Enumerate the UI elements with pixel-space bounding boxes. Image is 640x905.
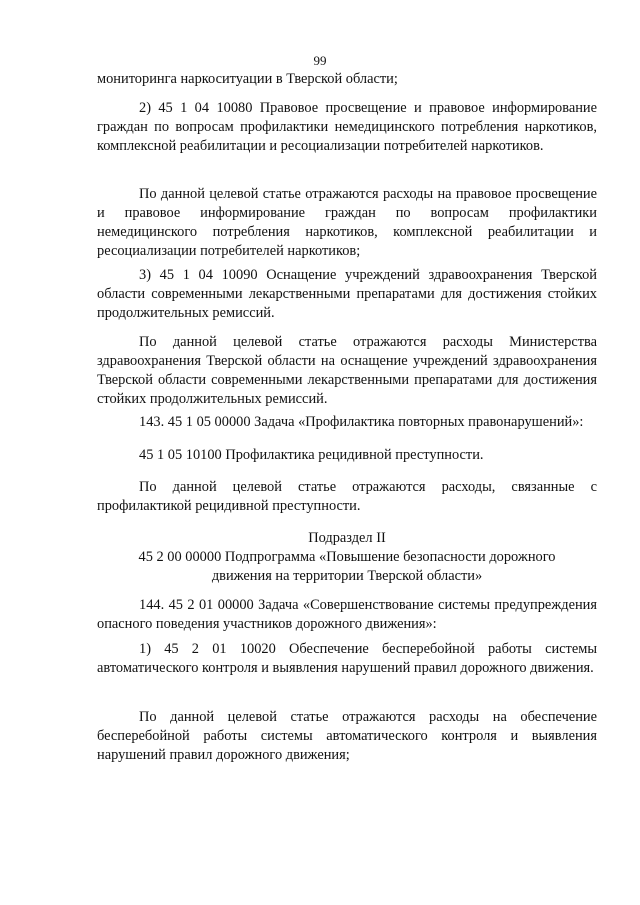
subsection-title-line-2: движения на территории Тверской области» bbox=[211, 568, 483, 584]
paragraph-expenses-ministry: По данной целевой статье отражаются расходы Министерства здравоохранения Тверской области на оснащение учреждений здравоохранения Тверской области современными лекарственными препаратами для достижения стойких продолжительных ремиссий. bbox=[97, 334, 597, 407]
subsection-heading: Подраздел II bbox=[308, 530, 386, 546]
paragraph-item-2: 2) 45 1 04 10080 Правовое просвещение и правовое информирование граждан по вопросам профилактики немедицинского потребления наркотиков, комплексной реабилитации и ресоциализации потребителей наркотиков. bbox=[97, 100, 597, 154]
subsection-title-line-1: 45 2 00 00000 Подпрограмма «Повышение безопасности дорожного bbox=[138, 549, 556, 565]
paragraph-expenses-traffic: По данной целевой статье отражаются расходы на обеспечение бесперебойной работы системы автоматического контроля и выявления нарушений правил дорожного движения; bbox=[97, 709, 597, 763]
paragraph-expenses-legal-education: По данной целевой статье отражаются расходы на правовое просвещение и правовое информирование граждан по вопросам профилактики немедицинского потребления наркотиков, комплексной реабилитации и ресоциализации потребителей наркотиков; bbox=[97, 186, 597, 259]
paragraph-item-1: 1) 45 2 01 10020 Обеспечение бесперебойной работы системы автоматического контроля и выявления нарушений правил дорожного движения. bbox=[97, 641, 597, 676]
page-number: 99 bbox=[313, 53, 327, 68]
paragraph-task-144: 144. 45 2 01 00000 Задача «Совершенствование системы предупреждения опасного поведения участников дорожного движения»: bbox=[97, 597, 597, 632]
paragraph-recidivism: 45 1 05 10100 Профилактика рецидивной преступности. bbox=[139, 447, 484, 463]
paragraph-continuation: мониторинга наркоситуации в Тверской области; bbox=[97, 71, 398, 87]
paragraph-item-3: 3) 45 1 04 10090 Оснащение учреждений здравоохранения Тверской области современными лекарственными препаратами для достижения стойких продолжительных ремиссий. bbox=[97, 267, 597, 321]
paragraph-expenses-recidivism: По данной целевой статье отражаются расходы, связанные с профилактикой рецидивной преступности. bbox=[97, 479, 597, 514]
paragraph-task-143: 143. 45 1 05 00000 Задача «Профилактика повторных правонарушений»: bbox=[139, 414, 584, 430]
